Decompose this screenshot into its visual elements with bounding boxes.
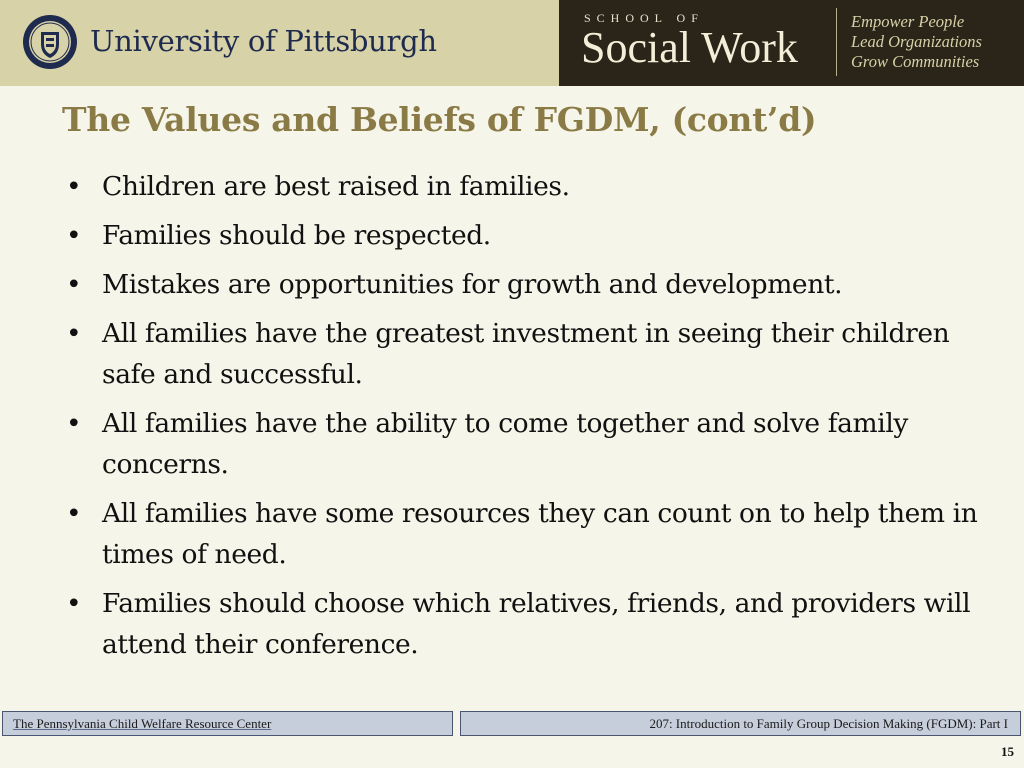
- bullet-item: [62, 264, 1002, 305]
- tagline-line: Lead Organizations: [851, 32, 982, 51]
- slide-header: [0, 0, 1024, 86]
- bullet-icon: •: [66, 171, 82, 202]
- school-name: Social Work: [581, 23, 798, 72]
- footer-left-box: [2, 711, 453, 736]
- bullet-item: [62, 215, 1002, 256]
- bullet-item: [62, 583, 1002, 665]
- bullet-icon: •: [66, 269, 82, 300]
- school-tagline: [851, 12, 982, 72]
- bullet-text: Mistakes are opportunities for growth and development.: [102, 269, 843, 300]
- pitt-banner: [0, 0, 559, 86]
- footer-right-box: [460, 711, 1021, 736]
- slide-title: The Values and Beliefs of FGDM, (cont’d): [62, 100, 817, 139]
- footer-course-title: 207: Introduction to Family Group Decision Making (FGDM): Part I: [649, 716, 1008, 731]
- bullet-item: [62, 403, 1002, 485]
- bullet-icon: •: [66, 588, 82, 619]
- bullet-list: [62, 166, 1002, 673]
- bullet-text: Families should be respected.: [102, 220, 491, 251]
- bullet-text: All families have the greatest investment in seeing their children safe and successful.: [102, 318, 950, 390]
- tagline-line: Empower People: [851, 12, 965, 31]
- university-seal-icon: [22, 14, 78, 70]
- bullet-text: Families should choose which relatives, friends, and providers will attend their conference.: [102, 588, 971, 660]
- bullet-icon: •: [66, 318, 82, 349]
- bullet-text: All families have the ability to come together and solve family concerns.: [102, 408, 908, 480]
- bullet-icon: •: [66, 220, 82, 251]
- university-name: University of Pittsburgh: [90, 24, 437, 58]
- bullet-icon: •: [66, 408, 82, 439]
- bullet-item: [62, 313, 1002, 395]
- page-number: 15: [1001, 744, 1014, 759]
- bullet-item: [62, 166, 1002, 207]
- bullet-item: [62, 493, 1002, 575]
- tagline-line: Grow Communities: [851, 52, 980, 71]
- footer-organization: The Pennsylvania Child Welfare Resource Center: [13, 716, 272, 731]
- bullet-text: Children are best raised in families.: [102, 171, 570, 202]
- bullet-text: All families have some resources they can count on to help them in times of need.: [102, 498, 978, 570]
- school-of-label: SCHOOL OF: [584, 11, 704, 25]
- bullet-icon: •: [66, 498, 82, 529]
- header-divider: [836, 8, 837, 76]
